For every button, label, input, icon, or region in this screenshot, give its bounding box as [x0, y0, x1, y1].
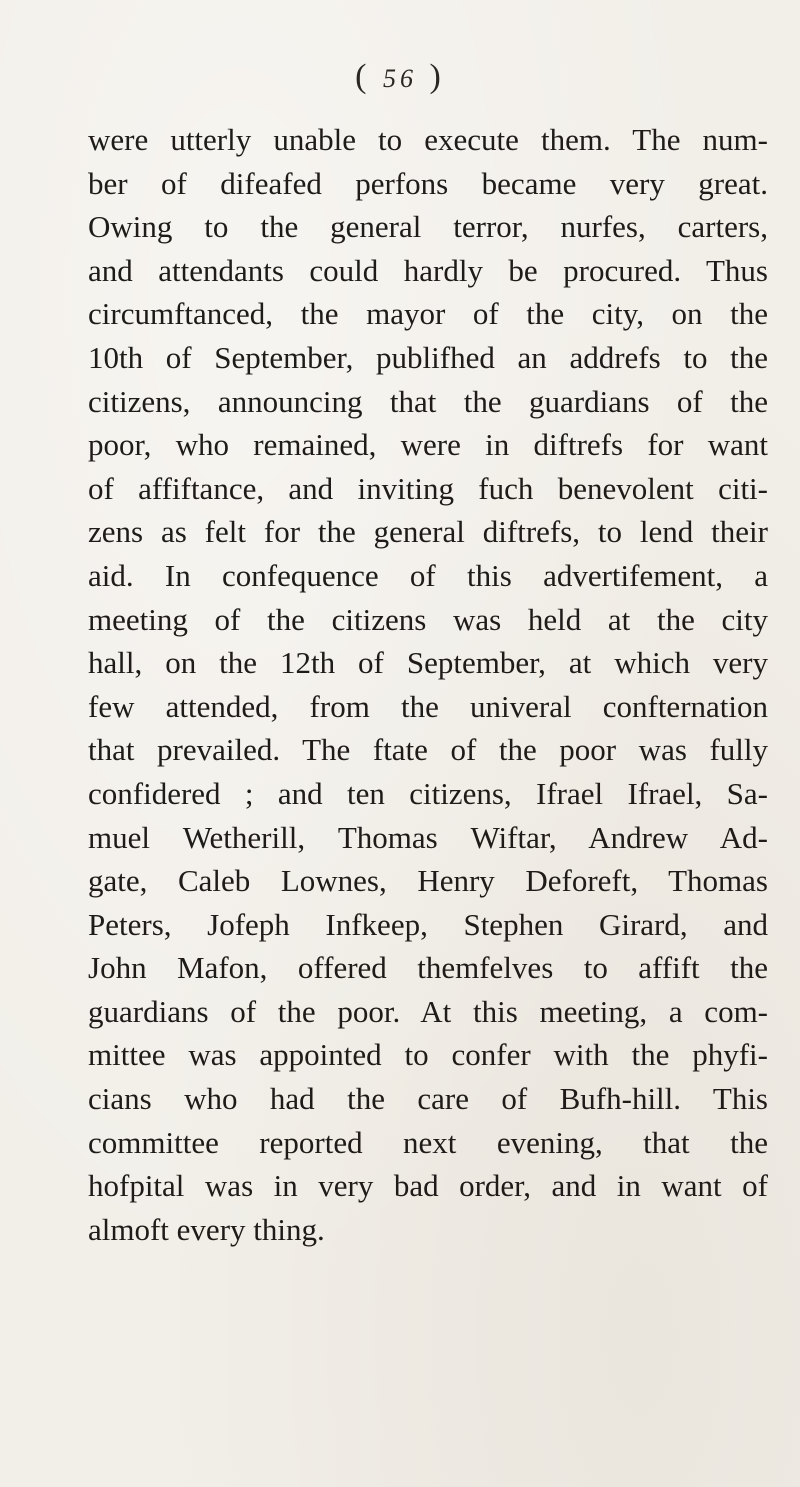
text-line: John Mafon, offered themfelves to affift the — [88, 950, 768, 986]
text-line: mittee was appointed to confer with the phyfi- — [88, 1037, 768, 1073]
text-line: almoft every thing. — [88, 1211, 325, 1247]
text-line: few attended, from the univeral confternation — [88, 688, 768, 724]
text-line: that prevailed. The ftate of the poor was fully — [88, 732, 768, 768]
text-line: meeting of the citizens was held at the city — [88, 601, 768, 637]
body-text — [88, 118, 768, 1251]
text-line: muel Wetherill, Thomas Wiftar, Andrew Ad- — [88, 819, 768, 855]
page-number-value: 56 — [383, 64, 417, 93]
text-line: of affiftance, and inviting fuch benevolent citi- — [88, 470, 768, 506]
text-line: confidered ; and ten citizens, Ifrael Ifrael, Sa- — [88, 775, 768, 811]
text-line: Peters, Jofeph Infkeep, Stephen Girard, and — [88, 906, 768, 942]
text-line: hall, on the 12th of September, at which very — [88, 645, 768, 681]
text-line: poor, who remained, were in diftrefs for want — [88, 427, 768, 463]
page-number — [0, 58, 800, 96]
text-line: hofpital was in very bad order, and in want of — [88, 1168, 768, 1204]
text-line: committee reported next evening, that the — [88, 1124, 768, 1160]
text-line: aid. In confequence of this advertifement, a — [88, 557, 768, 593]
page-number-close-paren: ) — [429, 58, 445, 95]
text-line: and attendants could hardly be procured. Thus — [88, 252, 768, 288]
text-line: zens as felt for the general diftrefs, to lend their — [88, 514, 768, 550]
text-line: Owing to the general terror, nurfes, carters, — [88, 209, 768, 245]
page-number-open-paren: ( — [355, 58, 371, 95]
text-line: ber of difeafed perfons became very great. — [88, 165, 768, 201]
text-line: gate, Caleb Lownes, Henry Deforeft, Thomas — [88, 863, 768, 899]
text-line: guardians of the poor. At this meeting, a com- — [88, 993, 768, 1029]
text-line: 10th of September, publifhed an addrefs to the — [88, 339, 768, 375]
text-line: were utterly unable to execute them. The num- — [88, 122, 768, 157]
text-line: circumftanced, the mayor of the city, on the — [88, 296, 768, 332]
text-line: citizens, announcing that the guardians of the — [88, 383, 768, 419]
text-line: cians who had the care of Bufh-hill. This — [88, 1081, 768, 1117]
